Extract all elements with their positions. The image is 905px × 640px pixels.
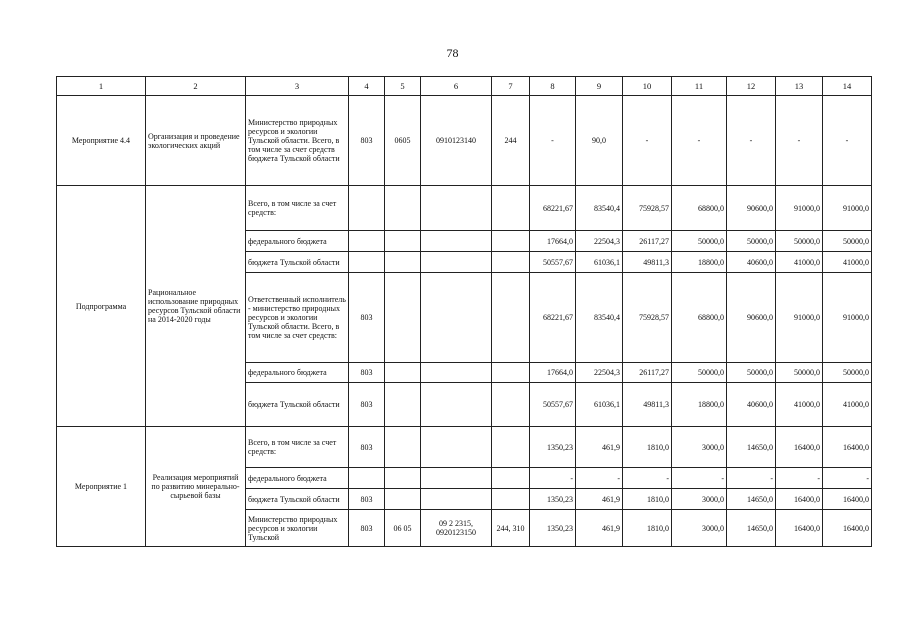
table-row — [57, 77, 872, 96]
value-cell: 14650,0 — [727, 427, 776, 468]
value-cell: 83540,4 — [576, 186, 623, 231]
value-cell — [492, 468, 530, 489]
value-cell: 803 — [349, 273, 385, 363]
value-cell: 50557,67 — [530, 383, 576, 427]
value-cell: 75928,57 — [623, 186, 672, 231]
value-cell: 22504,3 — [576, 231, 623, 252]
header-cell: 5 — [385, 77, 421, 96]
value-cell: 803 — [349, 96, 385, 186]
row-desc: федерального бюджета — [246, 363, 349, 383]
value-cell: 3000,0 — [672, 489, 727, 510]
value-cell — [385, 186, 421, 231]
value-cell: 803 — [349, 427, 385, 468]
value-cell: 14650,0 — [727, 510, 776, 547]
table-row — [57, 96, 872, 186]
value-cell: 50000,0 — [823, 363, 872, 383]
row-desc: Всего, в том числе за счет средств: — [246, 186, 349, 231]
value-cell: - — [823, 468, 872, 489]
value-cell — [492, 231, 530, 252]
value-cell: 461,9 — [576, 510, 623, 547]
value-cell: 49811,3 — [623, 252, 672, 273]
row-label: Мероприятие 4.4 — [57, 96, 146, 186]
value-cell: 1350,23 — [530, 489, 576, 510]
value-cell: 68800,0 — [672, 186, 727, 231]
value-cell: 49811,3 — [623, 383, 672, 427]
value-cell: 91000,0 — [823, 273, 872, 363]
value-cell: 41000,0 — [776, 383, 823, 427]
value-cell — [492, 427, 530, 468]
value-cell: 803 — [349, 510, 385, 547]
header-cell: 9 — [576, 77, 623, 96]
value-cell: 0910123140 — [421, 96, 492, 186]
value-cell: 26117,27 — [623, 231, 672, 252]
value-cell: 803 — [349, 489, 385, 510]
value-cell — [421, 383, 492, 427]
value-cell: 803 — [349, 363, 385, 383]
row-desc: Ответственный исполнитель - министерство природных ресурсов и экологии Тульской области. Всего, в том числе за счет средств: — [246, 273, 349, 363]
value-cell: 1810,0 — [623, 427, 672, 468]
header-cell: 6 — [421, 77, 492, 96]
value-cell — [492, 252, 530, 273]
header-cell: 10 — [623, 77, 672, 96]
value-cell: 1810,0 — [623, 489, 672, 510]
value-cell — [349, 186, 385, 231]
value-cell: 41000,0 — [823, 252, 872, 273]
table-row — [57, 186, 872, 231]
value-cell — [385, 363, 421, 383]
value-cell — [421, 468, 492, 489]
value-cell: 40600,0 — [727, 383, 776, 427]
row-desc: бюджета Тульской области — [246, 489, 349, 510]
value-cell — [492, 273, 530, 363]
value-cell: - — [623, 96, 672, 186]
value-cell — [421, 489, 492, 510]
value-cell: 41000,0 — [776, 252, 823, 273]
value-cell: 50557,67 — [530, 252, 576, 273]
value-cell — [385, 273, 421, 363]
header-cell: 14 — [823, 77, 872, 96]
value-cell: 06 05 — [385, 510, 421, 547]
value-cell — [492, 489, 530, 510]
value-cell — [385, 383, 421, 427]
header-cell: 3 — [246, 77, 349, 96]
value-cell: 18800,0 — [672, 383, 727, 427]
value-cell: 16400,0 — [823, 510, 872, 547]
value-cell: 16400,0 — [776, 510, 823, 547]
value-cell: 09 2 2315, 0920123150 — [421, 510, 492, 547]
value-cell: 50000,0 — [776, 231, 823, 252]
value-cell: 16400,0 — [776, 427, 823, 468]
value-cell: 68800,0 — [672, 273, 727, 363]
value-cell: 50000,0 — [727, 231, 776, 252]
value-cell: 40600,0 — [727, 252, 776, 273]
value-cell: 461,9 — [576, 427, 623, 468]
row-label: Мероприятие 1 — [57, 427, 146, 547]
value-cell: 90600,0 — [727, 273, 776, 363]
value-cell: 26117,27 — [623, 363, 672, 383]
value-cell: 91000,0 — [776, 273, 823, 363]
value-cell: 41000,0 — [823, 383, 872, 427]
value-cell: 91000,0 — [776, 186, 823, 231]
value-cell — [385, 468, 421, 489]
value-cell: 50000,0 — [823, 231, 872, 252]
value-cell: - — [776, 468, 823, 489]
row-name: Рациональное использование природных ресурсов Тульской области на 2014-2020 годы — [146, 186, 246, 427]
value-cell: 1350,23 — [530, 427, 576, 468]
value-cell: 3000,0 — [672, 510, 727, 547]
value-cell: 17664,0 — [530, 231, 576, 252]
row-name: Организация и проведение экологических акций — [146, 96, 246, 186]
value-cell: 16400,0 — [776, 489, 823, 510]
row-desc: федерального бюджета — [246, 231, 349, 252]
header-cell: 7 — [492, 77, 530, 96]
value-cell — [492, 383, 530, 427]
value-cell: 50000,0 — [727, 363, 776, 383]
header-cell: 11 — [672, 77, 727, 96]
page-number: 78 — [446, 46, 459, 60]
value-cell: - — [672, 468, 727, 489]
value-cell — [421, 427, 492, 468]
value-cell: - — [823, 96, 872, 186]
value-cell — [349, 468, 385, 489]
value-cell: - — [623, 468, 672, 489]
value-cell — [421, 231, 492, 252]
value-cell: 91000,0 — [823, 186, 872, 231]
value-cell — [492, 186, 530, 231]
value-cell: 18800,0 — [672, 252, 727, 273]
value-cell: - — [727, 468, 776, 489]
value-cell: 14650,0 — [727, 489, 776, 510]
row-desc: Всего, в том числе за счет средств: — [246, 427, 349, 468]
value-cell: 68221,67 — [530, 186, 576, 231]
value-cell — [385, 231, 421, 252]
header-cell: 8 — [530, 77, 576, 96]
value-cell: 16400,0 — [823, 427, 872, 468]
value-cell — [421, 186, 492, 231]
table-row — [57, 427, 872, 468]
value-cell: 1350,23 — [530, 510, 576, 547]
row-desc: бюджета Тульской области — [246, 383, 349, 427]
value-cell: 50000,0 — [672, 231, 727, 252]
value-cell: 244 — [492, 96, 530, 186]
value-cell: - — [727, 96, 776, 186]
value-cell: 83540,4 — [576, 273, 623, 363]
value-cell: 22504,3 — [576, 363, 623, 383]
value-cell: 244, 310 — [492, 510, 530, 547]
header-cell: 13 — [776, 77, 823, 96]
value-cell — [492, 363, 530, 383]
value-cell: 17664,0 — [530, 363, 576, 383]
value-cell: - — [672, 96, 727, 186]
value-cell — [385, 427, 421, 468]
value-cell — [349, 252, 385, 273]
value-cell: 16400,0 — [823, 489, 872, 510]
value-cell: 61036,1 — [576, 383, 623, 427]
value-cell: 50000,0 — [776, 363, 823, 383]
row-name: Реализация мероприятий по развитию минерально-сырьевой базы — [146, 427, 246, 547]
value-cell: - — [530, 96, 576, 186]
budget-table — [56, 76, 872, 547]
value-cell: 90,0 — [576, 96, 623, 186]
value-cell: 0605 — [385, 96, 421, 186]
row-label: Подпрограмма — [57, 186, 146, 427]
value-cell — [421, 273, 492, 363]
row-desc: федерального бюджета — [246, 468, 349, 489]
value-cell: - — [776, 96, 823, 186]
value-cell: - — [530, 468, 576, 489]
value-cell: 1810,0 — [623, 510, 672, 547]
value-cell: 461,9 — [576, 489, 623, 510]
value-cell — [349, 231, 385, 252]
value-cell: 3000,0 — [672, 427, 727, 468]
value-cell: 68221,67 — [530, 273, 576, 363]
row-desc: Министерство природных ресурсов и экологии Тульской области. Всего, в том числе за счет средств бюджета Тульской области — [246, 96, 349, 186]
value-cell: 803 — [349, 383, 385, 427]
value-cell: 61036,1 — [576, 252, 623, 273]
value-cell — [385, 489, 421, 510]
value-cell: 50000,0 — [672, 363, 727, 383]
header-cell: 2 — [146, 77, 246, 96]
value-cell — [385, 252, 421, 273]
value-cell: 90600,0 — [727, 186, 776, 231]
header-cell: 12 — [727, 77, 776, 96]
row-desc: бюджета Тульской области — [246, 252, 349, 273]
value-cell: - — [576, 468, 623, 489]
value-cell: 75928,57 — [623, 273, 672, 363]
value-cell — [421, 363, 492, 383]
header-cell: 4 — [349, 77, 385, 96]
header-cell: 1 — [57, 77, 146, 96]
value-cell — [421, 252, 492, 273]
row-desc: Министерство природных ресурсов и экологии Тульской — [246, 510, 349, 547]
